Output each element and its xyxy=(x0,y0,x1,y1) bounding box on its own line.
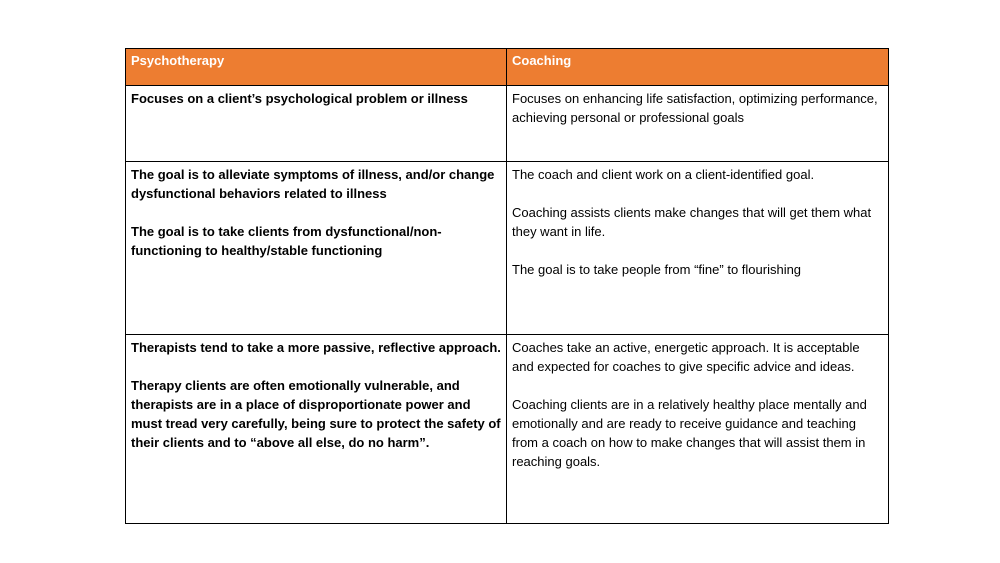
psychotherapy-cell xyxy=(126,86,507,162)
coaching-cell xyxy=(507,86,889,162)
cell-paragraph: The goal is to take people from “fine” to flourishing xyxy=(512,262,802,277)
table-row xyxy=(126,86,889,162)
cell-paragraph: Coaches take an active, energetic approach. It is acceptable and expected for coaches to give specific advice and ideas. xyxy=(512,340,860,374)
coaching-cell xyxy=(507,162,889,335)
cell-paragraph: Therapists tend to take a more passive, reflective approach. xyxy=(131,340,501,355)
cell-paragraph: The coach and client work on a client-identified goal. xyxy=(512,167,815,182)
cell-paragraph: Therapy clients are often emotionally vulnerable, and therapists are in a place of disproportionate power and must tread very carefully, being sure to protect the safety of their clients and to “above all else, do no harm”. xyxy=(131,378,501,450)
comparison-table xyxy=(125,48,889,524)
cell-paragraph: The goal is to alleviate symptoms of illness, and/or change dysfunctional behaviors related to illness xyxy=(131,167,495,201)
coaching-cell xyxy=(507,335,889,524)
cell-paragraph: Focuses on enhancing life satisfaction, optimizing performance, achieving personal or professional goals xyxy=(512,91,878,125)
cell-paragraph: Coaching clients are in a relatively healthy place mentally and emotionally and are ready to receive guidance and teaching from a coach on how to make changes that will assist them in reaching goals. xyxy=(512,397,867,469)
psychotherapy-cell xyxy=(126,335,507,524)
table-header-row xyxy=(126,49,889,86)
table-row xyxy=(126,162,889,335)
cell-paragraph: The goal is to take clients from dysfunctional/non-functioning to healthy/stable functioning xyxy=(131,224,442,258)
header-psychotherapy: Psychotherapy xyxy=(126,49,507,86)
cell-paragraph: Focuses on a client’s psychological problem or illness xyxy=(131,91,468,106)
psychotherapy-cell xyxy=(126,162,507,335)
header-coaching: Coaching xyxy=(507,49,889,86)
cell-paragraph: Coaching assists clients make changes that will get them what they want in life. xyxy=(512,205,872,239)
table-row xyxy=(126,335,889,524)
